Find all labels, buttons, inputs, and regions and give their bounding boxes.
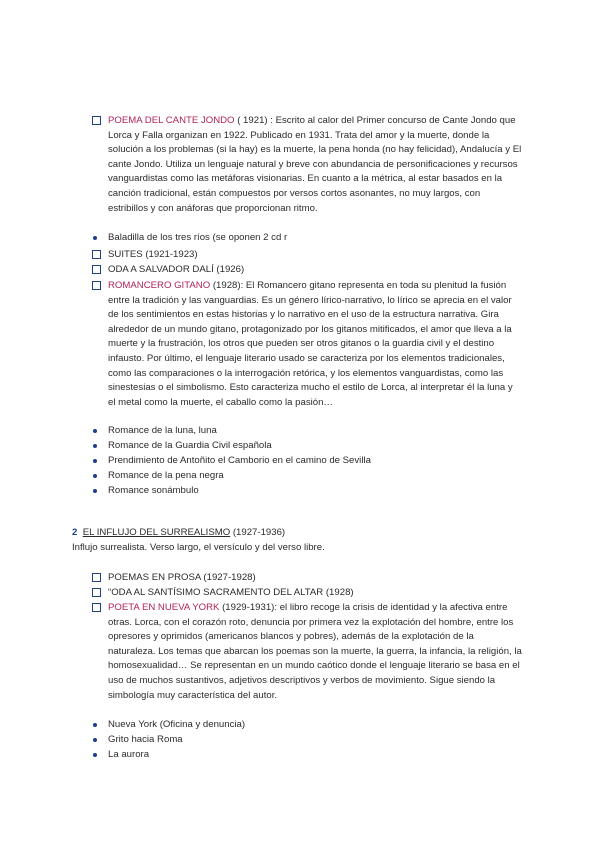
bullet-icon — [93, 474, 97, 478]
work-title: POETA EN NUEVA YORK — [108, 602, 220, 613]
poem-title: Romance de la Guardia Civil española — [108, 440, 272, 451]
list-item — [92, 454, 522, 469]
list-item — [92, 469, 522, 484]
section-intro: Influjo surrealista. Verso largo, el versículo y del verso libre. — [72, 542, 325, 553]
list-item — [92, 424, 522, 439]
bullet-icon — [93, 738, 97, 742]
list-item — [92, 248, 522, 263]
checkbox-icon[interactable] — [92, 116, 101, 125]
list-item — [92, 718, 522, 733]
list-item — [92, 571, 522, 586]
poem-title: Nueva York (Oficina y denuncia) — [108, 719, 246, 730]
checkbox-icon[interactable] — [92, 265, 101, 274]
checkbox-icon[interactable] — [92, 281, 101, 290]
list-item — [92, 279, 522, 410]
poem-title: Romance de la pena negra — [108, 470, 224, 481]
list-item — [92, 586, 522, 601]
section-title[interactable]: EL INFLUJO DEL SURREALISMO — [82, 527, 231, 538]
list-item — [92, 748, 522, 763]
checkbox-icon[interactable] — [92, 573, 101, 582]
bullet-icon — [93, 459, 97, 463]
poem-title: Romance sonámbulo — [108, 485, 199, 496]
section-number: 2 — [72, 527, 78, 538]
section-years: (1927-1936) — [230, 527, 286, 538]
bullet-icon — [93, 444, 97, 448]
poem-title: Baladilla de los tres ríos (se oponen 2 cd r — [108, 232, 288, 243]
list-item — [92, 114, 522, 216]
bullet-icon — [93, 429, 97, 433]
work-title: POEMA DEL CANTE JONDO — [108, 115, 235, 126]
list-item — [92, 439, 522, 454]
work-title: SUITES (1921-1923) — [108, 249, 198, 260]
list-item — [92, 601, 522, 703]
work-title: “ODA AL SANTÍSIMO SACRAMENTO DEL ALTAR (1928) — [108, 587, 354, 598]
bullet-icon — [93, 489, 97, 493]
work-description: ( 1921) : Escrito al calor del Primer concurso de Cante Jondo que Lorca y Falla organizan en 1922. Publicado en 1931. Trata del amor y la muerte, donde la solución a los problemas (si la hay) es la muerte, la pena honda (no hay felicidad), Andalucía y El cante Jondo. Utiliza un lenguaje natural y breve con abundancia de personificaciones y recursos vanguardistas como las metáforas visionarias. En cuanto a la métrica, al estar basados en la canción tradicional, están compuestos por versos cortos asonantes, no muy largos, con estribillos y con anáforas que proporcionan ritmo. — [108, 115, 522, 214]
poem-title: Grito hacia Roma — [108, 734, 183, 745]
checkbox-icon[interactable] — [92, 250, 101, 259]
work-title: ROMANCERO GITANO — [108, 280, 211, 291]
bullet-icon — [93, 723, 97, 727]
bullet-icon — [93, 753, 97, 757]
section-heading — [72, 526, 542, 541]
list-item — [92, 231, 522, 246]
poem-title: Romance de la luna, luna — [108, 425, 217, 436]
work-description: (1929-1931): el libro recoge la crisis de identidad y la afectiva entre otras. Lorca, con el corazón roto, denuncia por primera vez la explotación del hombre, entre los opresores y oprimidos (americanos blancos y pobres), además de la explotación de la naturaleza. Los temas que abarcan los poemas son la muerte, la guerra, la infancia, la religión, la homosexualidad… Se representan en un mundo caótico donde el lenguaje literario se basa en el uso de muchos sustantivos, adjetivos descriptivos y verbos de movimiento. Sigue siendo la simbología muy característica del autor. — [108, 602, 522, 701]
bullet-icon — [93, 236, 97, 240]
work-title: ODA A SALVADOR DALÍ (1926) — [108, 264, 245, 275]
checkbox-icon[interactable] — [92, 603, 101, 612]
list-item — [92, 733, 522, 748]
work-description: (1928): El Romancero gitano representa en toda su plenitud la fusión entre la tradición y las vanguardias. Es un género lírico-narrativo, lo lírico se aprecia en el valor de los sentimientos en estas historias y lo narrativo en el uso de la estructura narrativa. Gira alrededor de un mundo gitano, protagonizado por los gitanos mitificados, el amor que lleva a la muerte y la frustración, los otros que pueden ser otros gitanos o la guardia civil y el destino infausto. Por último, el lenguaje literario usado se caracteriza por los elementos tradicionales, como las comparaciones o la interrogación retórica, y los elementos vanguardistas, como las sinestesias o el simbolismo. Esto caracteriza mucho el estilo de Lorca, al interpretar él la luna y el metal como la muerte, el caballo como la pasión… — [108, 280, 513, 408]
checkbox-icon[interactable] — [92, 588, 101, 597]
poem-title: Prendimiento de Antoñito el Camborio en el camino de Sevilla — [108, 455, 371, 466]
poem-title: La aurora — [108, 749, 150, 760]
work-title: POEMAS EN PROSA (1927-1928) — [108, 572, 256, 583]
list-item — [92, 484, 522, 499]
list-item — [92, 263, 522, 278]
